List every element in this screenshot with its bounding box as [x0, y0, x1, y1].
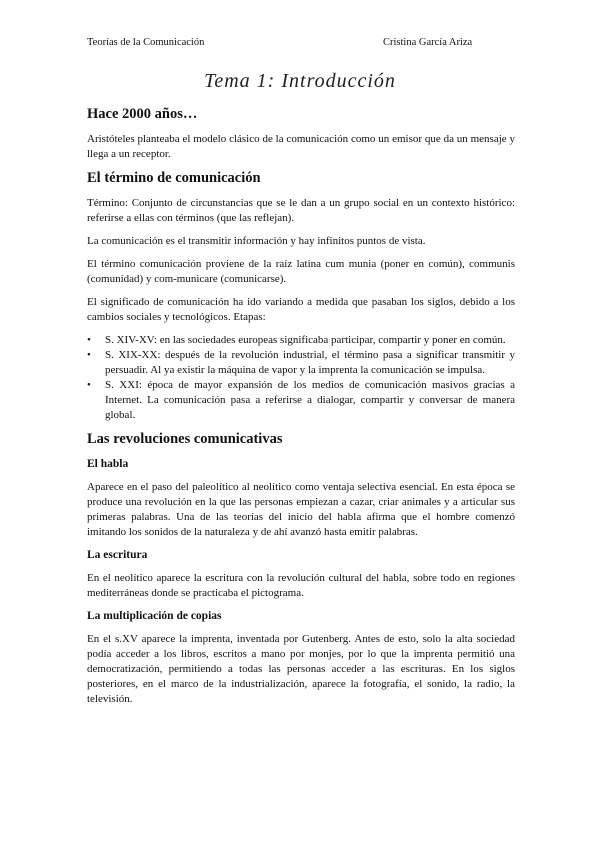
page-title: Tema 1: Introducción: [204, 70, 396, 92]
subsection-heading: El habla: [87, 458, 129, 470]
paragraph: En el s.XV aparece la imprenta, inventada por Gutenberg. Antes de esto, solo la alta sociedad podía acceder a los libros, escritos a mano por monjes, por lo que la imprenta permitió una democratización, permitiendo a todas las personas acceder a las escrituras. En los siglos posteriores, en el marco de la industrialización, aparece la fotografía, el sonido, la radio, la televisión.: [87, 633, 515, 705]
paragraph: La comunicación es el transmitir información y hay infinitos puntos de vista.: [87, 235, 426, 247]
paragraph: Aristóteles planteaba el modelo clásico de la comunicación como un emisor que da un mensaje y llega a un receptor.: [87, 133, 515, 160]
paragraph: En el neolítico aparece la escritura con la revolución cultural del habla, sobre todo en regiones mediterráneas donde se practicaba el pictograma.: [87, 572, 515, 599]
document-body: [87, 106, 515, 715]
paragraph: Aparece en el paso del paleolítico al neolítico como ventaja selectiva esencial. En esta época se produce una revolución en la que las personas empiezan a cazar, criar animales y a articular sus primeras palabras. Una de las teorías del inicio del habla afirma que el hombre comenzó imitando los sonidos de la naturaleza y de ahí avanzó hasta emitir palabras.: [87, 481, 515, 538]
list-item: • S. XXI: época de mayor expansión de los medios de comunicación masivos gracias a Internet. La comunicación pasa a referirse a dialogar, compartir y conversar de manera global.: [87, 378, 515, 423]
paragraph: El término comunicación proviene de la raíz latina cum munia (poner en común), communis (comunidad) y com-municare (comunicarse).: [87, 258, 515, 285]
section-heading: Hace 2000 años…: [87, 106, 198, 122]
section-heading: El término de comunicación: [87, 170, 261, 186]
paragraph: El significado de comunicación ha ido variando a medida que pasaban los siglos, debido a los cambios sociales y tecnológicos. Etapas:: [87, 296, 515, 323]
header-left: Teorías de la Comunicación: [87, 37, 205, 48]
header-right: Cristina García Ariza: [383, 37, 473, 48]
subsection-heading: La multiplicación de copias: [87, 610, 222, 622]
list-item: • S. XIX-XX: después de la revolución industrial, el término pasa a significar transmitir y persuadir. Al ya existir la máquina de vapor y la imprenta la comunicación se impulsa.: [87, 348, 515, 378]
section-heading: Las revoluciones comunicativas: [87, 431, 283, 447]
bullet-list: [87, 333, 515, 423]
paragraph: Término: Conjunto de circunstancias que se le dan a un grupo social en un contexto histórico: referirse a ellas con términos (que las reflejan).: [87, 197, 515, 224]
subsection-heading: La escritura: [87, 549, 148, 561]
list-item: • S. XIV-XV: en las sociedades europeas significaba participar, compartir y poner en común.: [87, 333, 515, 348]
